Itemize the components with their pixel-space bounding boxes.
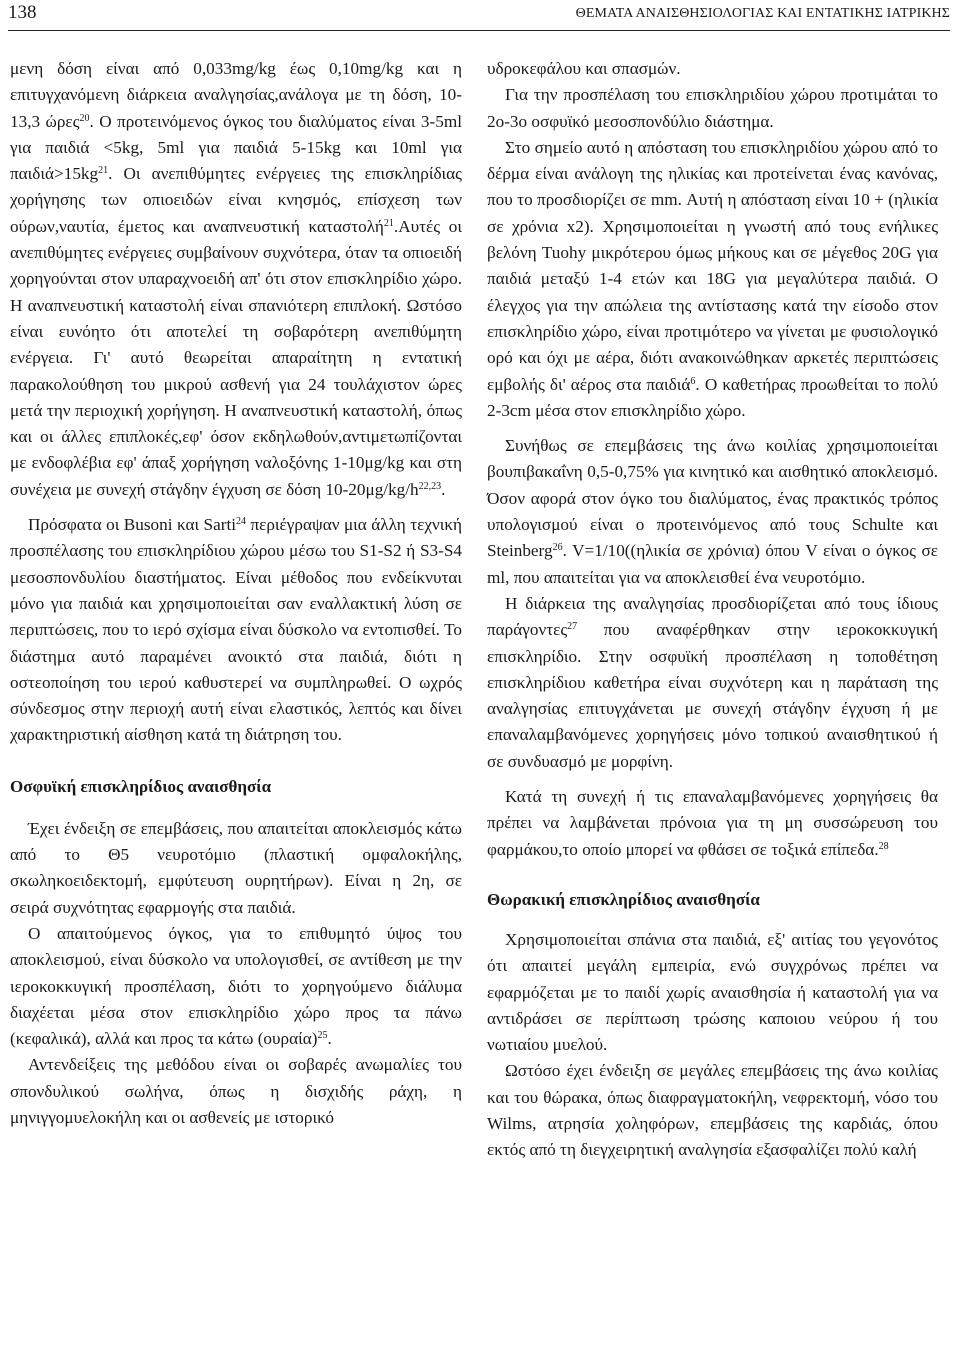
citation: 26 — [552, 542, 563, 554]
paragraph: Για την προσπέλαση του επισκληριδίου χώρου προτιμάται το 2ο-3ο οσφυϊκό μεσοσπονδύλιο διάστημα. — [487, 85, 938, 131]
citation: 24 — [236, 516, 247, 528]
paragraph: μενη δόση είναι από 0,033mg/kg έως 0,10mg/kg και η επιτυγχανόμενη διάρκεια αναλγησίας,ανάλογα με τη δόση, 10-13,3 ώρες$^{20}$. Ο προτεινόμενος όγκος του διαλύματος είναι 3-5ml για παιδιά <5kg, 5ml για παιδιά 5-15kg και 10ml για $\pi\alpha\iota\delta\iota ά>15kg^{21}$. Οι ανεπιθύμητες ενέργειες της επισκληρίδιας χορήγησης των οπιοειδών είναι κνησμός, επίσχεση των ούρων,ναυτία, έμετος και αναπνευστική καταστολή$^{21}$.Αυτές οι ανεπιθύμητες ενέργειες συμβαίνουν συχνότερα, όταν τα οπιοειδή χορηγούνται στον υπαραχνοειδή απ' ότι στον επισκληρίδιο χώρο. Η αναπνευστική καταστολή είναι σπανιότερη επιπλοκή. Ωστόσο είναι ευνόητο ότι αποτελεί τη σοβαρότερη ανεπιθύμητη ενέργεια. Γι' αυτό θεωρείται απαραίτητη η εντατική παρακολούθηση του μικρού ασθενή για 24 τουλάχιστον ώρες μετά την περιοχική χορήγηση. Η αναπνευστική καταστολή, όπως και οι άλλες επιπλοκές,εφ' όσον εκδηλωθούν,αντιμετωπίζονται με ενδοφλέβια εφ' άπαξ χορήγηση ναλοξόνης 1-10μg/kg και στη συνέχεια με συνεχή στάγδην έγχυση σε δόση $10-20\mu g/kg/h^{22,23}$. — [10, 59, 462, 499]
paragraph: Έχει ένδειξη σε επεμβάσεις, που απαιτείται αποκλεισμός κάτω από το Θ5 νευροτόμιο (πλαστική ομφαλοκήλης, σκωληκοειδεκτομή, εμφύτευση ουρητήρων). Είναι η 2η, σε σειρά συχνότητας εφαρμογής στα παιδιά. — [10, 818, 462, 917]
paragraph: Συνήθως σε επεμβάσεις της άνω κοιλίας χρησιμοποιείται βουπιβακαΐνη 0,5-0,75% για κινητικό και αισθητικό αποκλεισμό. Όσον αφορά στον όγκο του διαλύματος, ένας πρακτικός τρόπος υπολογισμού είναι ο προτεινόμενος από τους Schulte και Steinberg$^{26}$. V=1/10((ηλικία σε χρόνια) όπου V είναι ο όγκος σε ml, που απαιτείται για να αποκλεισθεί ένα νευροτόμιο. — [487, 436, 938, 587]
citation: 27 — [567, 621, 578, 633]
journal-title: ΘΕΜΑΤΑ ΑΝΑΙΣΘΗΣΙΟΛΟΓΙΑΣ ΚΑΙ ΕΝΤΑΤΙΚΗΣ ΙΑΤΡΙΚΗΣ — [575, 6, 950, 21]
paragraph: Η διάρκεια της αναλγησίας προσδιορίζεται από τους ίδιους παράγοντες$^{27}$ που αναφέρθηκαν στην ιεροκοκκυγική επισκληρίδιο. Στην οσφυϊκή προσπέλαση η τοποθέτηση επισκληρίδιου καθετήρα είναι συχνότερη και η παράταση της αναλγησίας επιτυγχάνεται με συνεχή στάγδην έγχυση ή με επαναλαμβανόμενες χορηγήσεις μόνο τοπικού αναισθητικού ή σε συνδυασμό με μορφίνη. — [487, 593, 938, 771]
paragraph: Χρησιμοποιείται σπάνια στα παιδιά, εξ' αιτίας του γεγονότος ότι απαιτεί μεγάλη εμπειρία, ενώ συγχρόνως πρέπει να εφαρμόζεται με το παιδί χωρίς αναισθησία ή καταστολή για να αντιδράσει σε περίπτωση τρώσης καποιου νεύρου ή του νωτιαίου μυελού. — [487, 929, 938, 1055]
citation: 20 — [79, 112, 90, 124]
paragraph: Ο απαιτούμενος όγκος, για το επιθυμητό ύψος του αποκλεισμού, είναι δύσκολο να υπολογισθεί, σε αντίθεση με την ιεροκοκκυγική προσπέλαση, διότι το χορηγούμενο διάλυμα διαχέεται μέσα στον επισκληρίδιο χώρο προς τα πάνω (κεφαλικά), αλλά και προς τα κάτω $(o\upsilon\rho\alpha ί\alpha)^{25}$. — [10, 923, 462, 1049]
paragraph: Πρόσφατα οι Busoni και Sarti$^{24}$ περιέγραψαν μια άλλη τεχνική προσπέλασης του επισκληρίδιου χώρου μέσω του S1-S2 ή S3-S4 μεσοσπονδυλίου διαστήματος. Είναι μέθοδος που ενδείκνυται μόνο για παιδιά και χρησιμοποιείται σαν εναλλακτική λύση σε περιπτώσεις, που το ιερό σχίσμα είναι δύσκολο να εντοπισθεί. Το διάστημα αυτό παραμένει ανοικτό στα παιδιά, διότι η οστεοποίηση του ιερού καθυστερεί να συμπληρωθεί. Ο ωχρός σύνδεσμος στην περιοχή αυτή είναι ελαστικός, λεπτός και δίνει χαρακτηριστική αίσθηση κατά τη διάτρηση του. — [10, 515, 462, 745]
right-column — [487, 56, 938, 1164]
citation: 6 — [690, 375, 696, 387]
citation: 21 — [98, 165, 109, 177]
page-number: 138 — [8, 2, 37, 23]
paragraph: Ωστόσο έχει ένδειξη σε μεγάλες επεμβάσεις της άνω κοιλίας και του θώρακα, όπως διαφραγματοκήλη, νεφρεκτομή, νόσο του Wilms, ατρησία χοληφόρων, επεμβάσεις της καρδιάς, όπου εκτός από τη διεγχειρητική αναλγησία εξασφαλίζει πολύ καλή — [487, 1061, 938, 1160]
citation: 22,23 — [418, 480, 442, 492]
paragraph: Κατά τη συνεχή ή τις επαναλαμβανόμενες χορηγήσεις θα πρέπει να λαμβάνεται πρόνοια για τη μη συσσώρευση του φαρμάκου,το οποίο μπορεί να φθάσει σε τοξικά επίπεδα.$^{28}$ — [487, 787, 938, 859]
paragraph: Στο σημείο αυτό η απόσταση του επισκληριδίου χώρου από το δέρμα είναι ανάλογη της ηλικίας και προτείνεται ένας κανόνας, που το προσδιορίζει σε mm. Αυτή η απόσταση είναι 10 + (ηλικία σε χρόνια x2). Χρησιμοποιείται η γνωστή από τους ενήλικες βελόνη Tuohy μικρότερου όμως μήκους και σε μέγεθος 20G για παιδιά μεταξύ 1-4 ετών και 18G για μεγαλύτερα παιδιά. Ο έλεγχος για την απώλεια της αντίστασης κατά την είσοδο στον επισκληρίδιο χώρο, είναι προτιμότερο να γίνεται με φυσιολογικό ορό και όχι με αέρα, διότι ανακοινώθηκαν αρκετές περιπτώσεις εμβολής δι' αέρος στα παιδιά$^6$. Ο καθετήρας προωθείται το πολύ 2-3cm μέσα στον επισκληρίδιο χώρο. — [487, 137, 938, 420]
left-column — [10, 56, 462, 1131]
citation: 28 — [878, 840, 889, 852]
paragraph: υδροκεφάλου και σπασμών. — [487, 59, 681, 78]
citation: 25 — [317, 1030, 328, 1042]
section-heading: Θωρακική επισκληρίδιος αναισθησία — [487, 889, 760, 909]
paragraph: Αντενδείξεις της μεθόδου είναι οι σοβαρές ανωμαλίες του σπονδυλικού σωλήνα, όπως η δισχιδής ράχη, η μηνιγγομυελοκήλη και οι ασθενείς με ιστορικό — [10, 1055, 462, 1127]
section-heading: Οσφυϊκή επισκληρίδιος αναισθησία — [10, 776, 272, 796]
citation: 21 — [383, 217, 394, 229]
running-header — [8, 0, 950, 31]
